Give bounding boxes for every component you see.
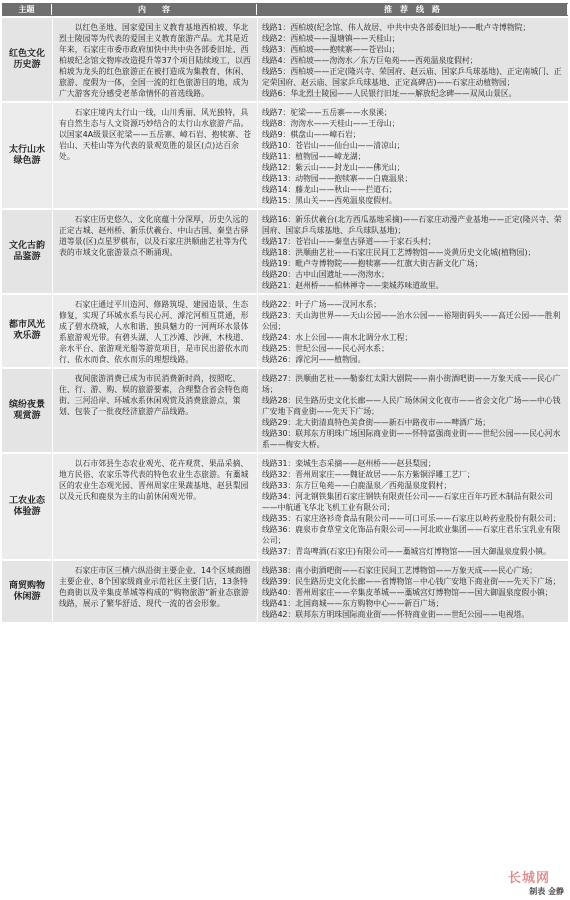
row-description: 石家庄历史悠久、文化底蕴十分深厚，历史久远的正定古城、赵州桥、新乐伏羲台、中山古国、秦皇古驿道等景(区)点星罗棋布，以及石家庄洪顺曲艺社等为代表的市域文化旅游景点不断涌现。	[52, 210, 257, 293]
row-theme-label: 红色文化历史游	[8, 48, 45, 70]
route-item: 线路14：藤龙山——秋山——拦道石；	[262, 185, 397, 194]
route-item: 线路36：鹿泉市食草堂文化饰品有限公司——河北欧业集团——石家庄君乐宝乳业有限公司；	[262, 525, 561, 545]
row-routes	[257, 454, 568, 559]
row-routes	[257, 18, 568, 101]
row-routes	[257, 103, 568, 208]
route-item: 线路35：石家庄洛衫奇食品有限公司——可口可乐——石家庄以岭药业股份有限公司；	[262, 514, 561, 523]
table-row	[2, 452, 568, 559]
row-theme-label: 文化古韵品鉴游	[8, 240, 45, 262]
route-item: 线路6：华北烈士陵园——人民银行旧址——解放纪念碑——双凤山景区。	[262, 89, 517, 98]
route-item: 线路38：南小街酒吧街——石家庄民间工艺博物馆——万象天成——民心广场；	[262, 566, 538, 575]
route-item: 线路34：河北钢铁集团石家庄钢铁有限责任公司——石家庄百年巧匠木制品有限公司——中航通飞华北飞机工业有限公司；	[262, 492, 553, 512]
route-item: 线路32：晋州周家庄——魏征故居——东方紫铜浮雕工艺厂；	[262, 470, 475, 479]
route-item: 线路12：紫云山——封龙山——佛光山；	[262, 163, 405, 172]
route-item: 线路13：动物园——抱犊寨——白鹿温泉；	[262, 174, 413, 183]
route-item: 线路28：民生路历史文化长廊——人民广场休闲文化夜市——省会文化广场——中心钱广安地下商业街——先天下广场；	[262, 396, 561, 416]
row-description: 夜间旅游消费已成为市民消费新时尚，按照吃、住、行、游、购、娱的旅游要素，合理整合省会特色商街、三河沿岸、环城水系休闲观赏及消费旅游点，策划、包装了一批夜经济旅游产品线路。	[52, 369, 257, 452]
route-item: 线路31：栾城生态采摘——赵州桥——赵县梨园；	[262, 459, 436, 468]
route-item: 线路33：东方巨龟苑——白鹿温泉／西苑温泉度假村；	[262, 481, 452, 490]
route-item: 线路17：苍岩山——秦皇古驿道——于家石头村；	[262, 237, 436, 246]
route-item: 线路22：叶子广场——汊河水系；	[262, 300, 382, 309]
route-item: 线路19：毗卢寺博物院——抱犊寨——红旗大街吉新文化广场；	[262, 259, 483, 268]
header-content: 内 容	[52, 4, 257, 15]
route-item: 线路11：植物园——嶂龙湖；	[262, 152, 366, 161]
routes-table	[2, 3, 568, 622]
route-item: 线路21：赵州桥——柏林禅寺——栾城苏味道故里。	[262, 281, 444, 290]
row-theme	[2, 103, 52, 208]
row-theme	[2, 454, 52, 559]
row-theme	[2, 295, 52, 367]
route-item: 线路20：古中山国遗址——沕沕水；	[262, 270, 389, 279]
table-row	[2, 559, 568, 622]
table-body	[2, 16, 568, 622]
route-item: 线路5：西柏坡——正定(隆兴寺、荣国府、赵云庙、国家乒乓球基地)、正定南城门、正定荣国府、赵云庙、国家乒乓球基地、正定高碑店)——石家庄动植物园；	[262, 67, 562, 87]
row-description: 石家庄境内太行山一线，山川秀丽、风光独特，具有自然生态与人文资源巧妙结合的太行山水旅游产品。以国家4A级景区驼梁——五岳寨、嶂石岩、抱犊寨、苍岩山、天桂山等为代表的景观览胜的景区(点)达百余处。	[52, 103, 257, 208]
route-item: 线路42：联邦东方明珠国际商业街——怀特商业街——世纪公园——电视塔。	[262, 610, 530, 619]
row-theme	[2, 369, 52, 452]
row-theme-label: 都市风光欢乐游	[8, 320, 45, 341]
route-item: 线路40：晋州周家庄——辛集皮革城——藁城宫灯博物馆——国大御温泉度假小镇；	[262, 588, 553, 597]
table-row	[2, 367, 568, 452]
route-item: 线路37：青岛啤酒(石家庄)有限公司——藁城宫灯博物馆——国大御温泉度假小镇。	[262, 547, 551, 556]
row-description: 以石市郊县生态农业观光、花卉观赏、果品采摘、地方民俗、农家乐等代表的特色农业生态旅游。有藁城区的农业生态观光园、晋州周家庄果蔬基地、赵县梨园以及元氏和鹿泉为主的山前休闲观光带。	[52, 454, 257, 559]
route-item: 线路3：西柏坡——抱犊寨——苍岩山；	[262, 45, 400, 54]
header-theme: 主题	[2, 4, 52, 15]
row-routes	[257, 295, 568, 367]
route-item: 线路26：滹沱河——植物园。	[262, 355, 366, 364]
route-item: 线路18：洪顺曲艺社——石家庄民间工艺博物馆——炎黄历史文化城(植物园)；	[262, 248, 536, 257]
route-item: 线路23：天山海世界——天山公园——治水公园——裕翔街码头——高迁公园——胜利公园；	[262, 311, 561, 331]
route-item: 线路27：洪顺曲艺社——勒泰红太阳大剧院——南小街酒吧街——万象天成——民心广场；	[262, 374, 561, 394]
row-theme	[2, 18, 52, 101]
row-theme	[2, 210, 52, 293]
row-theme-label: 商贸购物休闲游	[8, 580, 45, 602]
route-item: 线路25：世纪公园——民心河水系；	[262, 344, 389, 353]
row-theme-label: 太行山水绿色游	[8, 144, 45, 166]
row-routes	[257, 369, 568, 452]
row-theme	[2, 561, 52, 622]
row-routes	[257, 561, 568, 622]
table-row	[2, 101, 568, 208]
header-routes: 推 荐 线 路	[257, 4, 568, 15]
route-item: 线路41：北国商城——东方购物中心——新百广场；	[262, 599, 444, 608]
row-theme-label: 工农业态体验游	[8, 495, 45, 517]
table-row	[2, 16, 568, 101]
route-item: 线路9：棋盘山——嶂石岩；	[262, 130, 361, 139]
route-item: 线路8：沕沕水——天桂山——王母山；	[262, 119, 400, 128]
route-item: 线路1：西柏坡(纪念馆、伟人故居、中共中央各部委旧址)——毗卢寺博物院；	[262, 23, 531, 32]
route-item: 线路39：民生路历史文化长廊——省博物馆－中心钱广安地下商业街——先天下广场；	[262, 577, 561, 586]
row-description: 石家庄市区三横六纵沿街主要企业、14个区域商圈主要企业、8个国家级商业示范社区主要门店，13条特色商街以及辛集皮革城等构成的“购物旅游”新业态旅游线路，展示了繁华舒适、现代一流的省会形象。	[52, 561, 257, 622]
route-item: 线路29：北大街清真特色美食街——新石中路夜市——啤酒广场；	[262, 418, 491, 427]
row-theme-label: 缤纷夜景观赏游	[8, 399, 45, 421]
row-description: 石家庄通过平川造河、修路筑堤、建园造景、生态修复，实现了环城水系与民心河、滹沱河相互贯通，形成了碧水绕城，人水和谐、独具魅力的一河两环水景体系旅游观光带。有碧头湖、人工沙滩、沙洲、木栈道、亲水平台、旅游观光船等游览项目，是市民出游依水而行、依水而食、依水而乐的理想线路。	[52, 295, 257, 367]
row-description: 以红色圣地、国家爱国主义教育基地西柏坡、华北烈士陵园等为代表的爱国主义教育旅游产品。尤其是近年来，石家庄市委市政府加快中共中央各部委旧址、西柏坡纪念馆文物库改造提升等37个项目陆续竣工，以西柏坡为龙头的红色旅游正在被打造成为集教育、休闲、旅游、度假为一体，全国一流的红色旅游目的地，成为广大游客充分感受老革命情怀的首选线路。	[52, 18, 257, 101]
route-item: 线路15：黑山关——西苑温泉度假村。	[262, 196, 397, 205]
route-item: 线路10：苍岩山——仙台山——清凉山；	[262, 141, 405, 150]
watermark: 长城网	[507, 871, 550, 886]
route-item: 线路4：西柏坡——沕沕水／东方巨龟苑——西苑温泉度假村；	[262, 56, 478, 65]
credit-line: 制表 金静	[529, 887, 564, 896]
route-item: 线路16：新乐伏羲台(北方西瓜基地采摘)——石家庄动漫产业基地——正定(隆兴寺、荣国府、国家乒乓球基地、乒乓球队基地)；	[262, 215, 562, 235]
route-item: 线路24：水上公园——南水北调分水工程；	[262, 333, 413, 342]
table-row	[2, 293, 568, 367]
route-item: 线路30：联邦东方明珠广场国际商业街——怀特富强商业街——世纪公园——民心河水系——梅安大桥。	[262, 429, 561, 449]
table-header	[2, 3, 568, 16]
row-routes	[257, 210, 568, 293]
table-row	[2, 208, 568, 293]
route-item: 线路2：西柏坡——温塘镇——天桂山；	[262, 34, 400, 43]
route-item: 线路7：驼梁——五岳寨——水泉溪；	[262, 108, 392, 117]
